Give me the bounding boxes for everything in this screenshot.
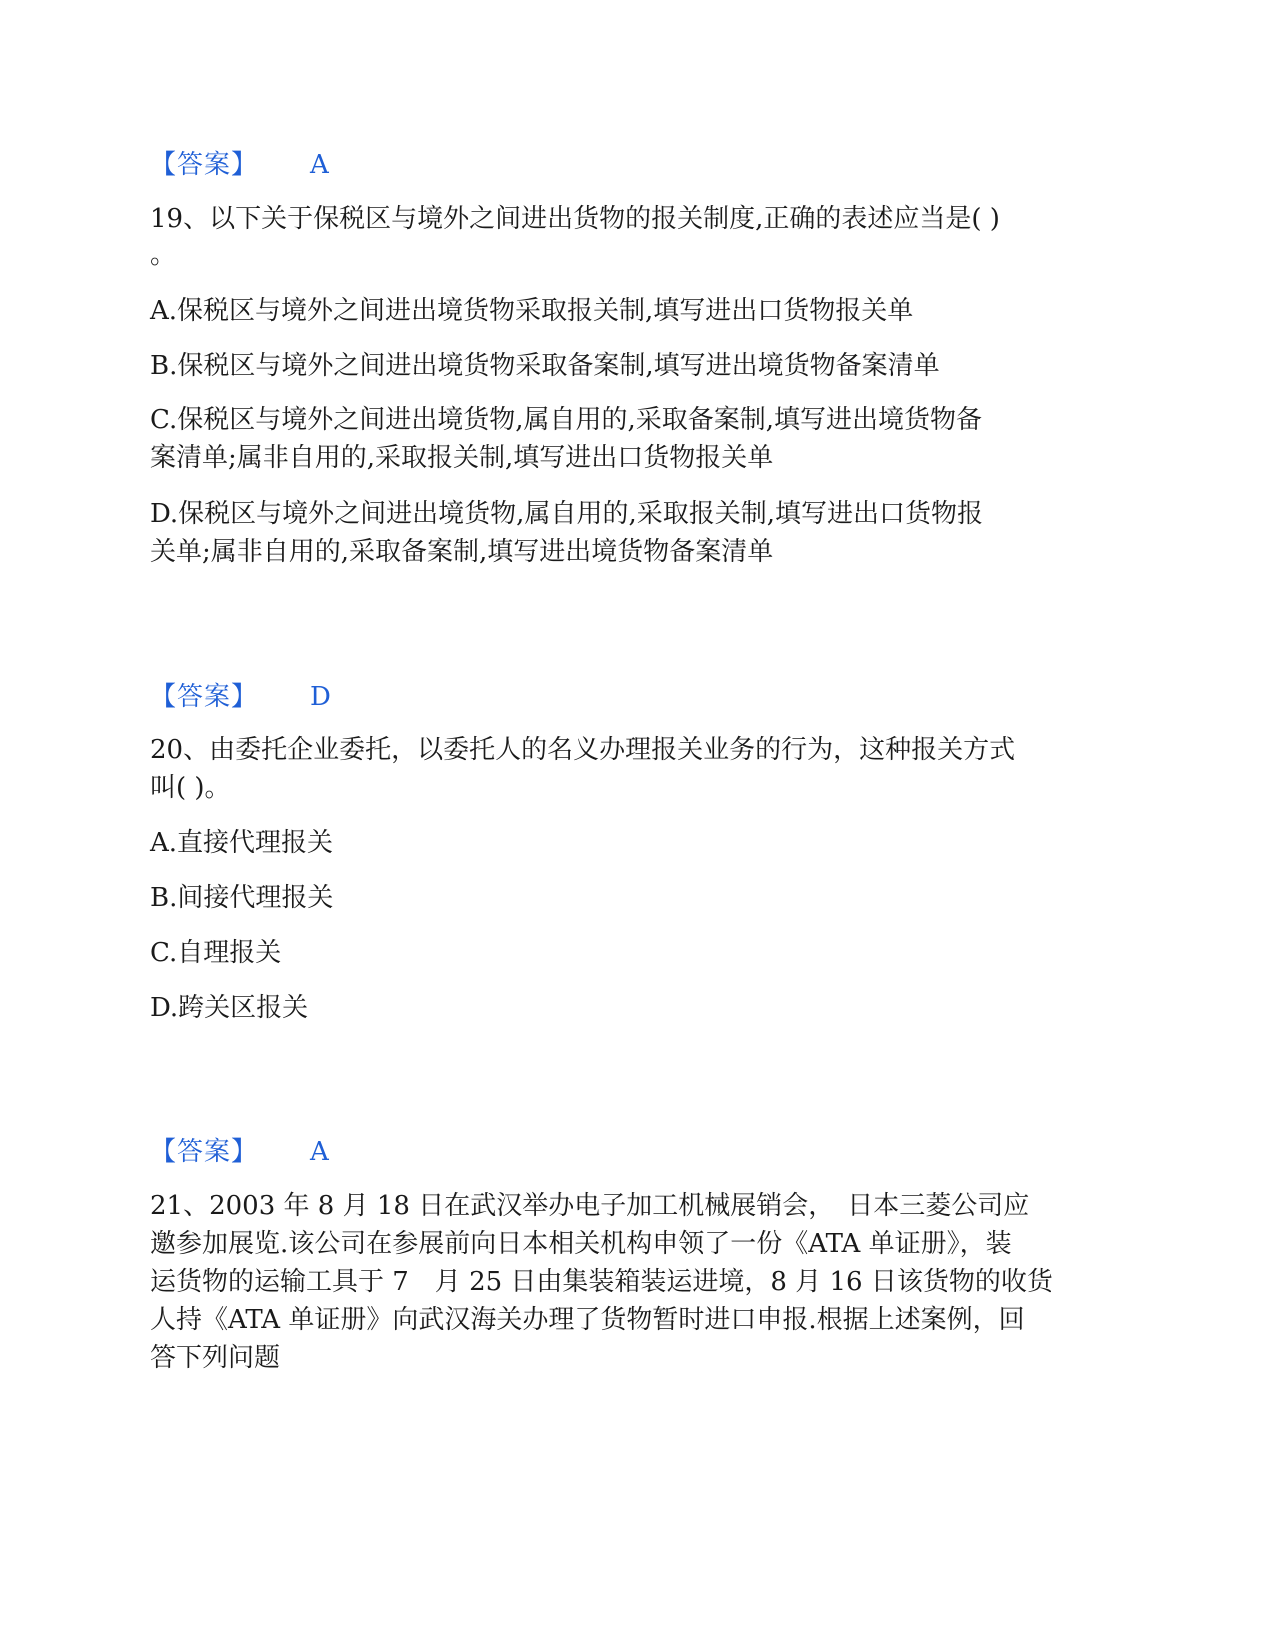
answer-block (150, 1133, 550, 1171)
question-20-option-c: C.自理报关 (150, 938, 282, 968)
question-19-option-c-continued: 案清单;属非自用的,采取报关制,填写进出口货物报关单 (150, 443, 774, 473)
question-19-stem-continued: 。 (150, 240, 177, 270)
question-20-option-d: D.跨关区报关 (150, 993, 309, 1023)
question-20-stem-continued: 叫( )。 (150, 773, 231, 803)
question-21-stem-line-1: 21、2003 年 8 月 18 日在武汉举办电子加工机械展销会， 日本三菱公司应 (150, 1191, 1030, 1221)
answer-label: 【答案】 (150, 150, 259, 180)
answer-block (150, 678, 550, 716)
question-19-option-d-continued: 关单;属非自用的,采取备案制,填写进出境货物备案清单 (150, 537, 774, 567)
question-19-stem: 19、以下关于保税区与境外之间进出货物的报关制度,正确的表述应当是( ) (150, 204, 1000, 234)
answer-value: A (310, 1137, 329, 1167)
question-21-stem-line-2: 邀参加展览.该公司在参展前向日本相关机构申领了一份《ATA 单证册》，装 (150, 1229, 1012, 1259)
answer-value: D (310, 682, 331, 712)
question-20-stem: 20、由委托企业委托，以委托人的名义办理报关业务的行为，这种报关方式 (150, 735, 1016, 765)
answer-block (150, 146, 550, 184)
question-19-option-d: D.保税区与境外之间进出境货物,属自用的,采取报关制,填写进出口货物报 (150, 499, 983, 529)
answer-label: 【答案】 (150, 1137, 259, 1167)
answer-label: 【答案】 (150, 682, 259, 712)
question-19-option-a: A.保税区与境外之间进出境货物采取报关制,填写进出口货物报关单 (150, 296, 914, 326)
question-19-option-b: B.保税区与境外之间进出境货物采取备案制,填写进出境货物备案清单 (150, 351, 940, 381)
answer-value: A (310, 150, 329, 180)
question-21-stem-line-3: 运货物的运输工具于 7 月 25 日由集装箱装运进境，8 月 16 日该货物的收货 (150, 1267, 1053, 1297)
question-19-option-c: C.保税区与境外之间进出境货物,属自用的,采取备案制,填写进出境货物备 (150, 405, 983, 435)
question-21-stem-line-4: 人持《ATA 单证册》向武汉海关办理了货物暂时进口申报.根据上述案例，回 (150, 1305, 1025, 1335)
question-20-option-b: B.间接代理报关 (150, 883, 334, 913)
question-20-option-a: A.直接代理报关 (150, 828, 334, 858)
question-21-stem-line-5: 答下列问题 (150, 1343, 281, 1373)
